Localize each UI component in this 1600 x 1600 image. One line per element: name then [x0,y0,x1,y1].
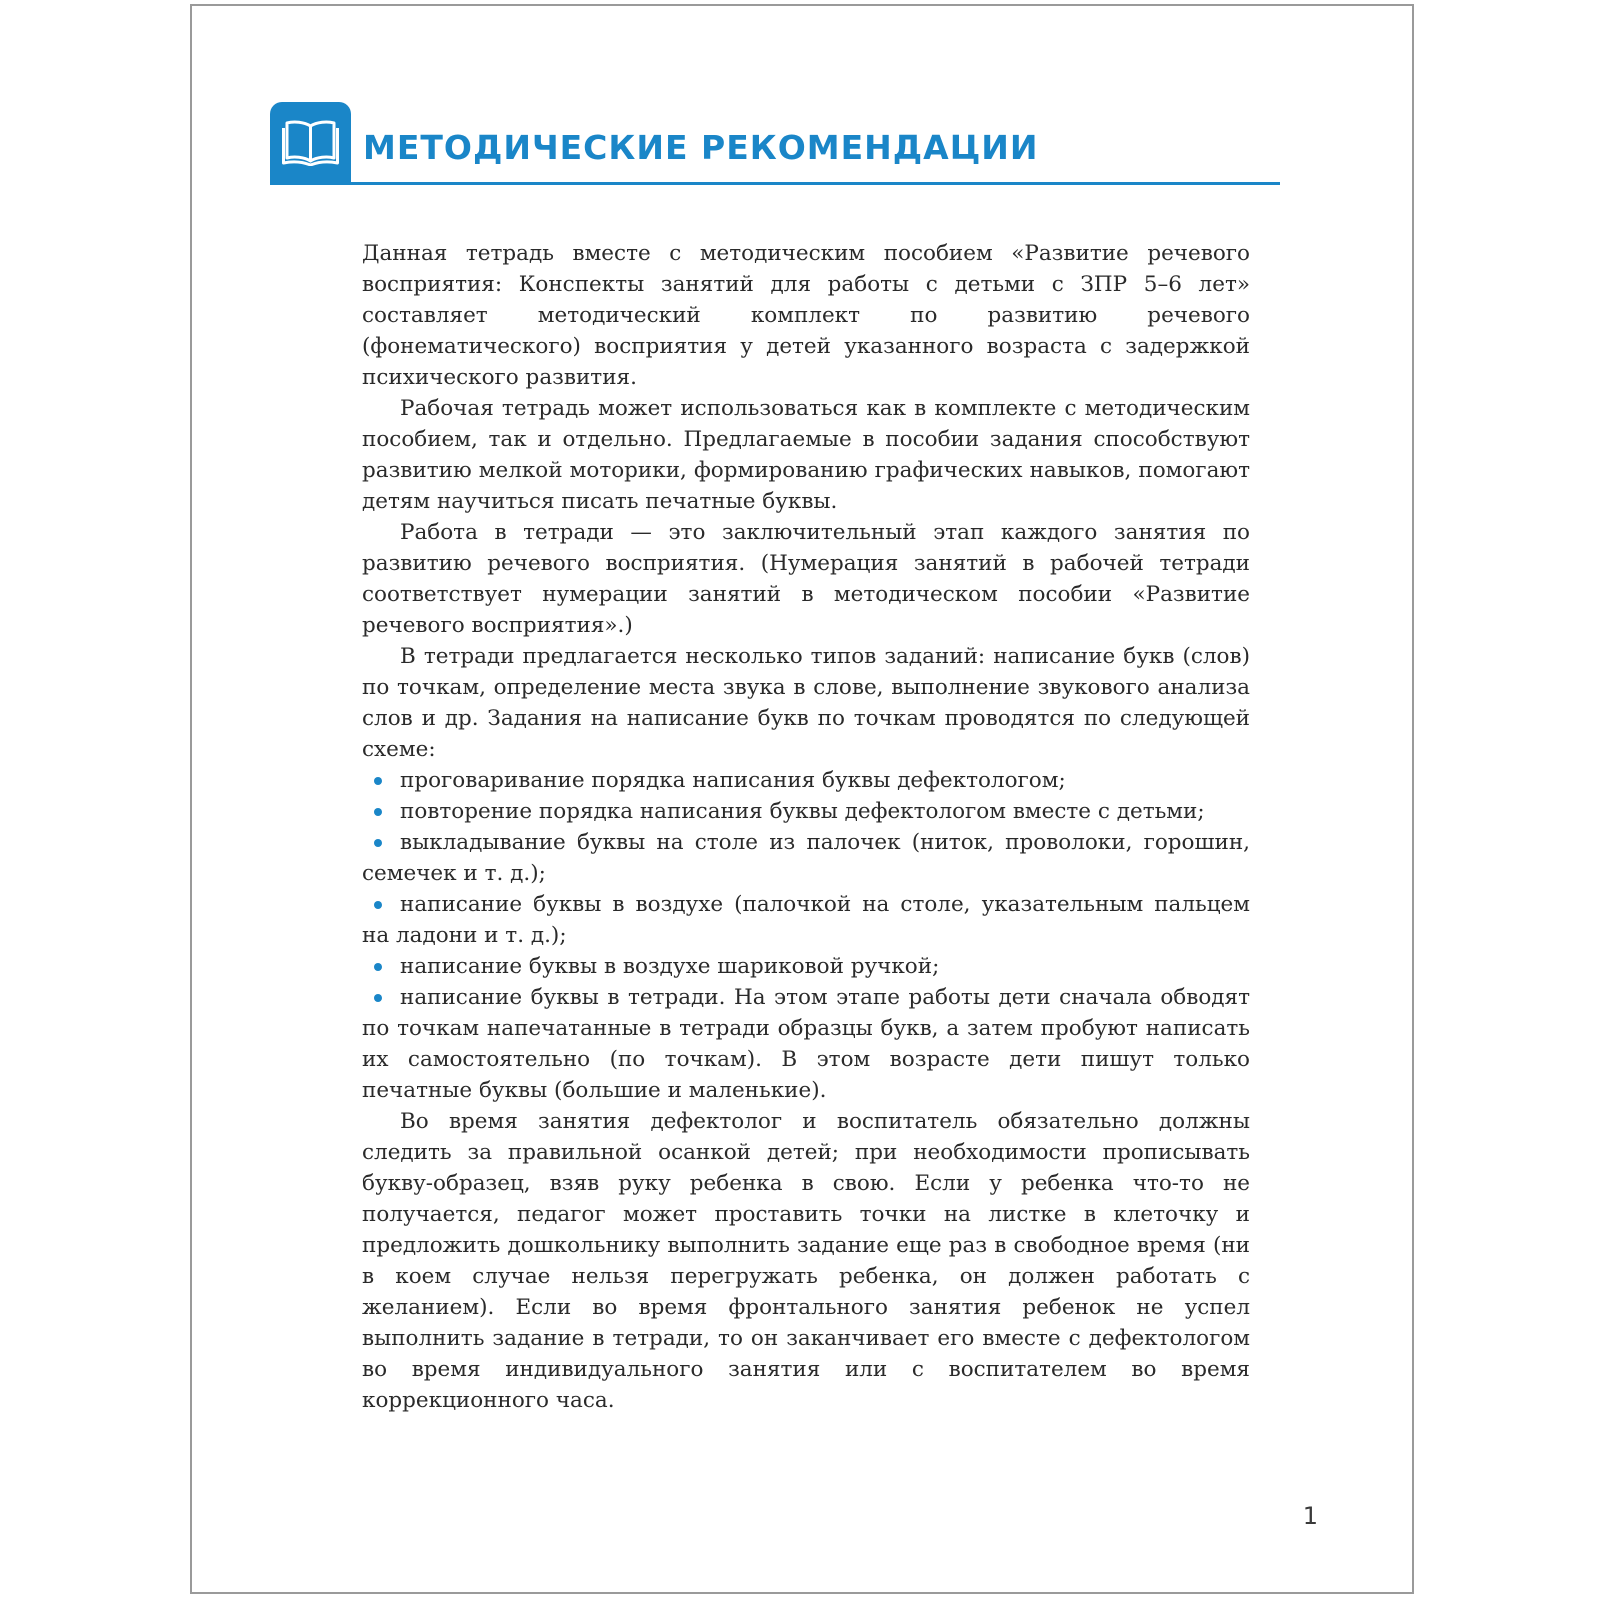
list-item [362,827,1250,889]
list-item [362,982,1250,1106]
book-icon [282,118,339,166]
page-number: 1 [1302,1502,1318,1530]
list-item-text: написание буквы в воздухе (палочкой на столе, указательным пальцем на ладони и т. д.); [362,892,1250,948]
bullet-icon [374,777,382,785]
heading-icon-box [270,102,351,184]
paragraph: Данная тетрадь вместе с методическим пособием «Развитие речевого восприятия: Конспекты занятий для работы с детьми с ЗПР 5–6 лет» составляет методический комплект по развитию речевого (фонематического) восприятия у детей указанного возраста с задержкой психического развития. [362,241,1250,390]
section-heading [270,98,1280,186]
list-item-text: проговаривание порядка написания буквы дефектологом; [400,768,1066,793]
paragraph: Работа в тетради — это заключительный этап каждого занятия по развитию речевого восприятия. (Нумерация занятий в рабочей тетради соответствует нумерации занятий в методическом пособии «Развитие речевого восприятия».) [362,520,1250,638]
page-title: МЕТОДИЧЕСКИЕ РЕКОМЕНДАЦИИ [363,128,1039,167]
paragraph: Рабочая тетрадь может использоваться как в комплекте с методическим пособием, так и отдельно. Предлагаемые в пособии задания способствуют развитию мелкой моторики, формированию графических навыков, помогают детям научиться писать печатные буквы. [362,396,1250,514]
bullet-icon [374,963,382,971]
document-page [190,4,1414,1594]
list-item-text: выкладывание буквы на столе из палочек (ниток, проволоки, горошин, семечек и т. д.); [362,830,1250,886]
list-item [362,951,1250,982]
list-item-text: повторение порядка написания буквы дефектологом вместе с детьми; [400,799,1205,824]
list-item [362,889,1250,951]
bullet-icon [374,994,382,1002]
paragraph: В тетради предлагается несколько типов заданий: написание букв (слов) по точкам, определение места звука в слове, выполнение звукового анализа слов и др. Задания на написание букв по точкам проводятся по следующей схеме: [362,644,1250,762]
list-item [362,765,1250,796]
paragraph: Во время занятия дефектолог и воспитатель обязательно должны следить за правильной осанкой детей; при необходимости прописывать букву-образец, взяв руку ребенка в свою. Если у ребенка что-то не получается, педагог может проставить точки на листке в клеточку и предложить дошкольнику выполнить задание еще раз в свободное время (ни в коем случае нельзя перегружать ребенка, он должен работать с желанием). Если во время фронтального занятия ребенок не успел выполнить задание в тетради, то он заканчивает его вместе с дефектологом во время индивидуального занятия или с воспитателем во время коррекционного часа. [362,1109,1250,1413]
list-item-text: написание буквы в воздухе шариковой ручкой; [400,954,940,979]
heading-underline [270,182,1280,185]
bullet-icon [374,839,382,847]
bullet-icon [374,808,382,816]
bullet-icon [374,901,382,909]
list-item-text: написание буквы в тетради. На этом этапе работы дети сначала обводят по точкам напечатанные в тетради образцы букв, а затем пробуют написать их самостоятельно (по точкам). В этом возрасте дети пишут только печатные буквы (большие и маленькие). [362,985,1250,1103]
list-item [362,796,1250,827]
body-text [362,238,1250,1416]
bullet-list [362,765,1250,1106]
